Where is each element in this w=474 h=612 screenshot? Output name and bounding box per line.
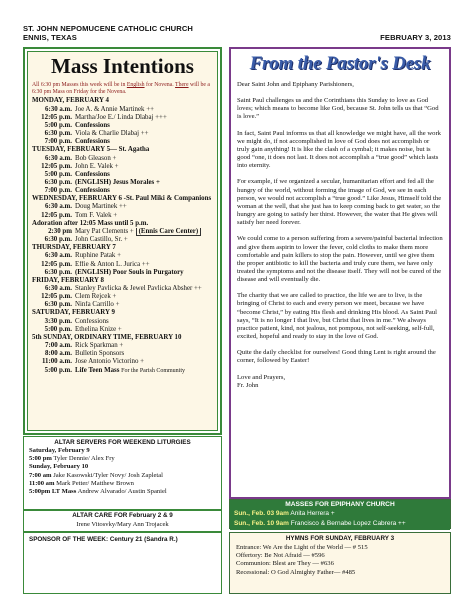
pastors-desk-title: From the Pastor's Desk — [249, 53, 431, 74]
intention-entry — [32, 163, 213, 171]
intention-time: 12:05 p.m. — [41, 211, 72, 219]
hymn-line: Communion: Blest are They — #636 — [236, 560, 334, 568]
pastors-desk-panel — [229, 47, 451, 499]
intention-text: Mary Pat Clements + — [75, 227, 134, 235]
intention-entry — [32, 318, 213, 326]
intention-time: 8:00 a.m. — [45, 350, 72, 358]
intention-entry — [32, 187, 213, 195]
intention-time: 12:05 p.m. — [41, 293, 72, 301]
intention-time: 6:30 a.m. — [45, 105, 72, 113]
intention-entry — [32, 138, 213, 146]
intention-time: 11:00 a.m. — [41, 358, 72, 366]
intention-time: 12:05 p.m. — [41, 260, 72, 268]
intention-time: 7:00 p.m. — [44, 187, 72, 195]
intention-entry — [32, 228, 213, 236]
intention-text: Joe A. & Annie Martinek ++ — [75, 105, 154, 113]
intention-day-heading: MONDAY, FEBRUARY 4 — [32, 97, 109, 105]
altar-server-time: 5:00 pm — [29, 455, 52, 463]
intention-time: 6:30 p.m. — [44, 236, 72, 244]
intention-day-heading: TUESDAY, FEBRUARY 5— St. Agatha — [32, 146, 150, 154]
intention-time: 5:00 p.m. — [44, 121, 72, 129]
intention-entry — [32, 106, 213, 114]
intention-text: Confessions — [75, 187, 110, 195]
bulletin-date: FEBRUARY 3, 2013 — [380, 33, 451, 42]
altar-server-line — [29, 480, 216, 488]
epiphany-mass-line — [234, 509, 446, 519]
epiphany-masses-list — [230, 509, 450, 530]
altar-server-line — [29, 455, 216, 463]
intention-entry — [32, 293, 213, 301]
intention-day-heading: Adoration after 12:05 Mass until 5 p.m. — [32, 219, 149, 227]
epiphany-masses-panel — [229, 499, 451, 529]
intention-time: 5:00 p.m. — [44, 170, 72, 178]
mass-intentions-list — [32, 97, 213, 374]
intention-time: 5:00 p.m. — [44, 325, 72, 333]
intention-entry — [32, 285, 213, 293]
intention-entry — [32, 252, 213, 260]
epiphany-mass-time: Sun., Feb. 10 9am — [234, 519, 289, 527]
intention-text: Rick Sparkman + — [75, 342, 124, 350]
intention-time: 6:30 p.m. — [44, 301, 72, 309]
intention-time: 6:30 a.m. — [45, 252, 72, 260]
epiphany-masses-title: MASSES FOR EPIPHANY CHURCH — [230, 500, 450, 509]
intention-time: 6:30 p.m. — [44, 178, 72, 186]
header-line-2 — [23, 33, 451, 42]
intention-entry — [32, 342, 213, 350]
intention-text: Doug Martinek ++ — [75, 203, 127, 211]
altar-servers-title: ALTAR SERVERS FOR WEEKEND LITURGIES — [54, 439, 191, 446]
intention-time: 12:05 p.m. — [41, 113, 72, 121]
altar-server-names: Andrew Alvarado/ Austin Spaniel — [77, 488, 167, 496]
pastor-paragraph: Dear Saint John and Epiphany Parishioners, — [237, 81, 354, 88]
hymn-line: Recessional: O God Almighty Father— #485 — [236, 568, 356, 576]
intention-day-heading: SATURDAY, FEBRUARY 9 — [32, 309, 115, 317]
intention-location-badge: (Ennis Care Center) — [136, 228, 202, 236]
hymn-line: Offertory: Be Not Afraid — #596 — [236, 552, 325, 560]
intention-entry — [32, 122, 213, 130]
intention-text: Viola & Charlie Dlabaj ++ — [75, 130, 149, 138]
altar-server-time: Saturday, February 9 — [29, 447, 90, 454]
altar-server-time: Sunday, February 10 — [29, 463, 89, 471]
epiphany-mass-line — [234, 519, 446, 529]
intention-time: 5:00 p.m. — [44, 366, 72, 374]
altar-server-line — [29, 488, 216, 496]
pastor-paragraph: Love and Prayers, Fr. John — [237, 373, 286, 389]
intention-text: Confessions — [75, 138, 110, 146]
intention-day-heading: WEDNESDAY, FEBRUARY 6 -St. Paul Miki & Companions — [32, 195, 212, 203]
intention-time: 6:30 a.m. — [45, 154, 72, 162]
intention-entry — [32, 269, 213, 277]
altar-care-names: Irene Vitosvky/Mary Ann Trojacek — [76, 521, 169, 528]
intention-text: Jose Antonio Victorino + — [75, 358, 144, 366]
intention-entry — [32, 350, 213, 358]
intention-time: 6:30 p.m. — [44, 130, 72, 138]
pastor-paragraph: We could come to a person suffering from a severe/painful bacterial infection and give them aspirin to lower the fever, cold cloths to make them more comfortable and pain killers to stop the pain. However, until we give them the proper antibiotic to kill the bacteria and truly cure them, we have only treated the symptoms and not the disease itself. They will not be cured of the disease and will eventually die. — [237, 235, 443, 284]
intention-text: Confessions — [75, 317, 109, 325]
altar-servers-panel — [23, 436, 222, 510]
intention-entry — [32, 326, 213, 334]
sponsor-title: SPONSOR OF THE WEEK: Century 21 (Sandra R.) — [29, 536, 178, 543]
intention-entry — [32, 212, 213, 220]
pastors-desk-body — [237, 81, 443, 390]
pastor-paragraph: Quite the daily checklist for ourselves! Good thing Lent is right around the corner, followed by Easter! — [237, 349, 436, 365]
altar-care-panel — [23, 510, 222, 532]
intention-entry — [32, 179, 213, 187]
altar-server-names: Tyler Dennie/ Alex Fry — [53, 455, 115, 463]
intention-time: 7:00 p.m. — [44, 138, 72, 146]
sponsor-panel — [23, 532, 222, 594]
intention-day-heading: FRIDAY, FEBRUARY 8 — [32, 276, 104, 284]
pastor-paragraph: The charity that we are called to practice, the life we are to live, is the bringing of Christ to each and every person we meet, because we have “become Christ,” by eating His flesh and drinking His blood. As Saint Paul says, “It is no longer I that live, but Christ that lives in me.” We always practice patient, kind, not jealous, not pompous, not self-seeking, self-full, excited, hopeful and ready to stay in the love of God. — [237, 292, 437, 341]
intention-time: 3:30 p.m. — [44, 317, 72, 325]
intention-entry — [32, 203, 213, 211]
intention-entry — [32, 367, 213, 375]
altar-server-time: 7:00 am — [29, 471, 52, 479]
intention-text: Ethelina Knize + — [75, 325, 122, 333]
intention-text: John E. Valek + — [75, 162, 119, 170]
hymns-list — [236, 544, 444, 577]
altar-server-names: Mark Petter/ Matthew Brown — [56, 479, 134, 487]
pastor-paragraph: Saint Paul challenges us and the Corinthians this Sunday to love as God loves; which means to become like God, because St. John tells us that “God is love.” — [237, 97, 439, 121]
intention-entry — [32, 358, 213, 366]
altar-server-line — [29, 472, 216, 480]
altar-servers-list — [29, 447, 216, 496]
intention-day-heading: 5th SUNDAY, ORDINARY TIME, FEBRUARY 10 — [32, 333, 182, 341]
intention-time: 6:30 a.m. — [45, 203, 72, 211]
epiphany-mass-time: Sun., Feb. 03 9am — [234, 510, 289, 517]
intention-entry — [32, 155, 213, 163]
epiphany-mass-intention: Anita Herrera + — [290, 510, 335, 517]
altar-server-line — [29, 463, 216, 471]
altar-server-time: 5:00pm LT Mass — [29, 488, 77, 496]
intention-text: Effie & Anton L. Jurica ++ — [75, 260, 150, 268]
intention-text: Bob Gleason + — [75, 154, 117, 162]
intention-text: Confessions — [75, 121, 110, 129]
hymns-panel — [229, 532, 451, 594]
hymns-title: HYMNS FOR SUNDAY, FEBRUARY 3 — [285, 535, 395, 542]
intention-day-heading: THURSDAY, FEBRUARY 7 — [32, 244, 116, 252]
intention-time: 2:30 pm — [48, 227, 72, 235]
intention-text: Bulletin Sponsors — [75, 350, 125, 358]
intention-text: John Castillo, Sr. + — [75, 236, 128, 244]
intention-time: 12:05 p.m. — [41, 162, 72, 170]
intention-text: (ENGLISH) Poor Souls in Purgatory — [75, 268, 184, 276]
intention-text: (ENGLISH) Jesus Morales + — [75, 178, 160, 186]
intention-entry — [32, 114, 213, 122]
intention-time: 6:30 p.m. — [44, 268, 72, 276]
intention-text: Ninfa Carrillo + — [75, 301, 120, 309]
intention-entry — [32, 261, 213, 269]
intention-text: Clem Rejcek + — [75, 293, 117, 301]
mass-intentions-panel — [23, 47, 222, 435]
altar-care-title: ALTAR CARE FOR February 2 & 9 — [72, 512, 173, 519]
hymn-line: Entrance: We Are the Light of the World — # 515 — [236, 544, 368, 551]
intention-text: Life Teen Mass — [75, 366, 120, 374]
intention-text: Martha/Joe E./ Linda Dlabaj +++ — [75, 113, 167, 121]
intention-entry — [32, 301, 213, 309]
church-city: ENNIS, TEXAS — [23, 33, 77, 42]
intention-text: Ruphine Patak + — [75, 252, 121, 260]
intention-text: Confessions — [75, 170, 110, 178]
intention-entry — [32, 236, 213, 244]
novena-note: All 6:30 pm Masses this week will be in English for Novena. There will be a 6:30 pm Mass on Friday for the Novena. — [32, 82, 210, 96]
altar-server-time: 11:00 am — [29, 479, 55, 487]
church-name: ST. JOHN NEPOMUCENE CATHOLIC CHURCH — [23, 24, 194, 33]
intention-time: 7:00 a.m. — [45, 342, 72, 350]
intention-text: Stanley Pavlicka & Jewel Pavlicka Absher ++ — [75, 285, 202, 292]
altar-server-names: Jake Kasowski/Tyler Novy/ Josh Zapletal — [53, 471, 163, 479]
epiphany-mass-intention: Francisco & Bernabe Lopez Cabrera ++ — [290, 519, 406, 527]
altar-server-line — [29, 447, 216, 455]
intention-note: For the Parish Community — [121, 367, 185, 374]
intention-time: 6:30 a.m. — [45, 285, 72, 292]
pastor-paragraph: For example, if we organized a secular, humanitarian effort and fed all the hungry of the world, without forming the image of God, we see in each person, we would not accomplish a “true good.” Like Jesus, Himself told the woman at the well, that she just has to keep coming back to get water, so the hungry are going to satisfy her thirst. However, the water that He gives will satisfy her need forever. — [237, 178, 442, 227]
mass-intentions-title: Mass Intentions — [51, 54, 194, 78]
intention-entry — [32, 171, 213, 179]
intention-text: Tom F. Valek + — [75, 211, 118, 219]
pastor-paragraph: In fact, Saint Paul informs us that all knowledge we might have, all the work we might do, if not accomplished in love of God does not accomplish or truly gain anything! It is like the clash of a cymbal; it makes noise, but is good “one, it does not last. It does not accomplish a “true good” which lasts into eternity. — [237, 129, 441, 170]
intention-entry — [32, 130, 213, 138]
